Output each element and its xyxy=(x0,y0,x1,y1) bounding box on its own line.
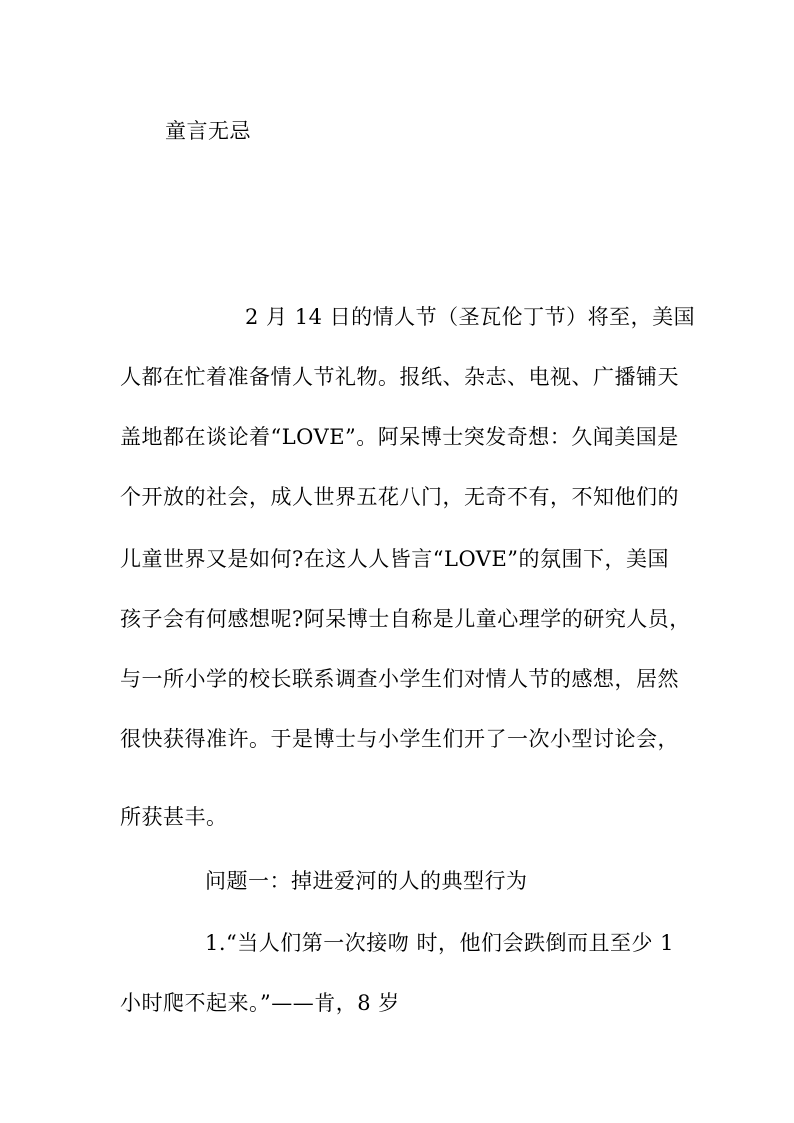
paragraph-line: 人都在忙着准备情人节礼物。报纸、杂志、电视、广播铺天 xyxy=(120,365,679,389)
answer-line: 1.“当人们第一次接吻 时，他们会跌倒而且至少 1 xyxy=(205,931,674,955)
paragraph-line: 很快获得准许。于是博士与小学生们开了一次小型讨论会， xyxy=(120,727,679,751)
paragraph-line: 个开放的社会，成人世界五花八门，无奇不有，不知他们的 xyxy=(120,485,679,509)
question-heading: 问题一：掉进爱河的人的典型行为 xyxy=(205,869,528,893)
answer-line: 小时爬不起来。”——肯，8 岁 xyxy=(120,991,400,1015)
paragraph-line: 与一所小学的校长联系调查小学生们对情人节的感想，居然 xyxy=(120,667,679,691)
paragraph-line: 所获甚丰。 xyxy=(120,805,228,829)
paragraph-line: 儿童世界又是如何?在这人人皆言“LOVE”的氛围下，美国 xyxy=(120,547,670,571)
paragraph-line: 2 月 14 日的情人节（圣瓦伦丁节）将至，美国 xyxy=(245,305,696,329)
paragraph-line: 盖地都在谈论着“LOVE”。阿呆博士突发奇想：久闻美国是 xyxy=(120,425,679,449)
paragraph-line: 孩子会有何感想呢?阿呆博士自称是儿童心理学的研究人员， xyxy=(120,607,691,631)
document-title: 童言无忌 xyxy=(165,119,251,143)
